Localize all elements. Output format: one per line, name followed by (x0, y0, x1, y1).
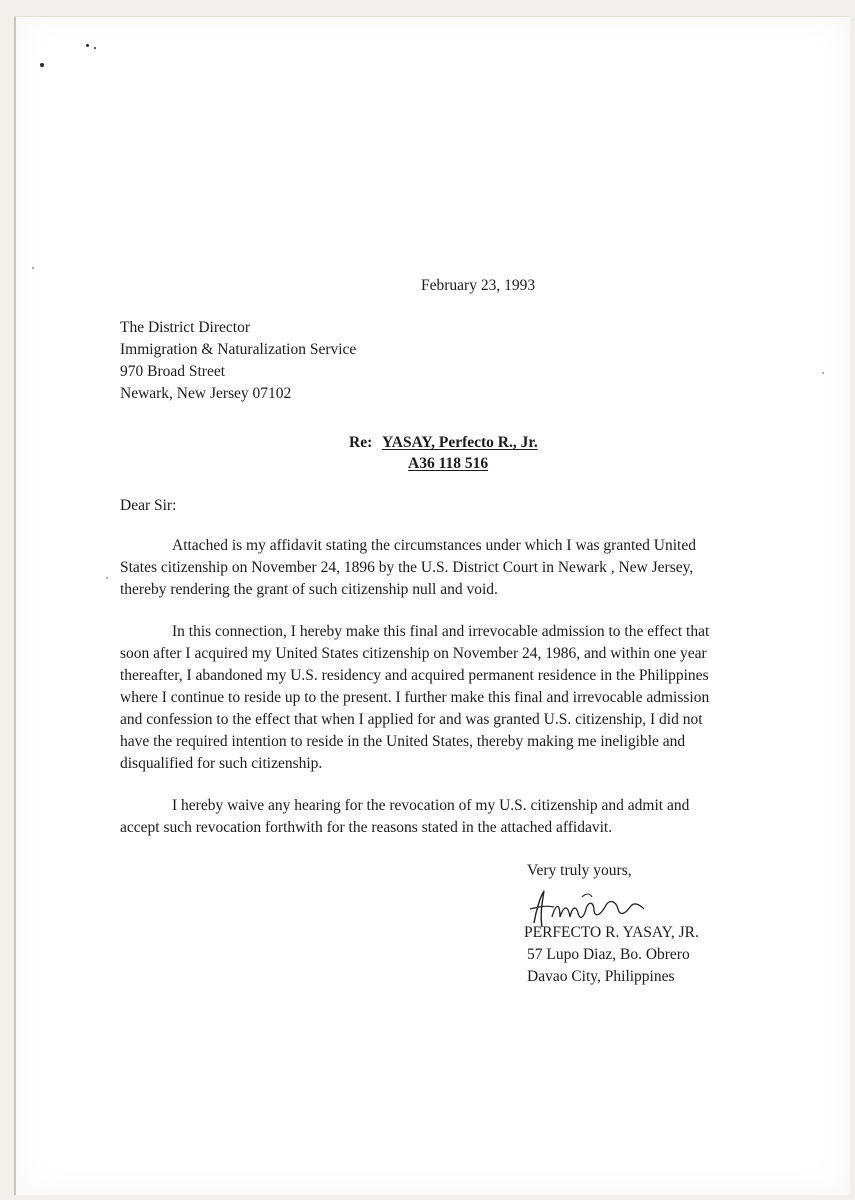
scan-speck (106, 577, 108, 579)
closing: Very truly yours, (527, 862, 632, 879)
paragraph-line: Attached is my affidavit stating the circumstances under which I was granted United (172, 537, 696, 554)
re-file-number: A36 118 516 (408, 455, 489, 472)
signer-address-line-1: 57 Lupo Diaz, Bo. Obrero (527, 946, 690, 963)
paragraph-1 (120, 535, 780, 601)
recipient-line-4: Newark, New Jersey 07102 (120, 385, 292, 402)
paragraph-line: and confession to the effect that when I applied for and was granted U.S. citizenship, I did not (120, 711, 703, 728)
paragraph-line: thereafter, I abandoned my U.S. residency and acquired permanent residence in the Philippines (120, 667, 709, 684)
letter-page (14, 16, 850, 1195)
paragraph-2 (120, 621, 780, 775)
paragraph-line: disqualified for such citizenship. (120, 755, 323, 772)
scan-speck (94, 47, 96, 49)
paragraph-line: soon after I acquired my United States citizenship on November 24, 1986, and within one year (120, 645, 707, 662)
signer-address-line-2: Davao City, Philippines (527, 968, 675, 985)
recipient-line-2: Immigration & Naturalization Service (120, 341, 357, 358)
paragraph-line: have the required intention to reside in the United States, thereby making me ineligible and (120, 733, 686, 750)
re-subject-name: YASAY, Perfecto R., Jr. (382, 434, 538, 451)
recipient-line-3: 970 Broad Street (120, 363, 226, 380)
paragraph-line: accept such revocation forthwith for the reasons stated in the attached affidavit. (120, 819, 613, 836)
paragraph-line: thereby rendering the grant of such citizenship null and void. (120, 581, 498, 598)
letter-date: February 23, 1993 (421, 277, 536, 294)
recipient-line-1: The District Director (120, 319, 250, 336)
paragraph-line: I hereby waive any hearing for the revocation of my U.S. citizenship and admit and (172, 797, 690, 814)
paragraph-3 (120, 795, 780, 839)
scan-speck (40, 63, 44, 67)
salutation: Dear Sir: (120, 497, 177, 514)
paragraph-line: where I continue to reside up to the present. I further make this final and irrevocable admission (120, 689, 710, 706)
scan-speck (86, 44, 89, 47)
re-label: Re: (349, 434, 373, 451)
paragraph-line: In this connection, I hereby make this final and irrevocable admission to the effect that (172, 623, 710, 640)
scan-speck (32, 267, 34, 269)
scan-speck (822, 372, 824, 374)
paragraph-line: States citizenship on November 24, 1896 by the U.S. District Court in Newark , New Jersey, (120, 559, 694, 576)
signer-name: PERFECTO R. YASAY, JR. (524, 924, 699, 941)
